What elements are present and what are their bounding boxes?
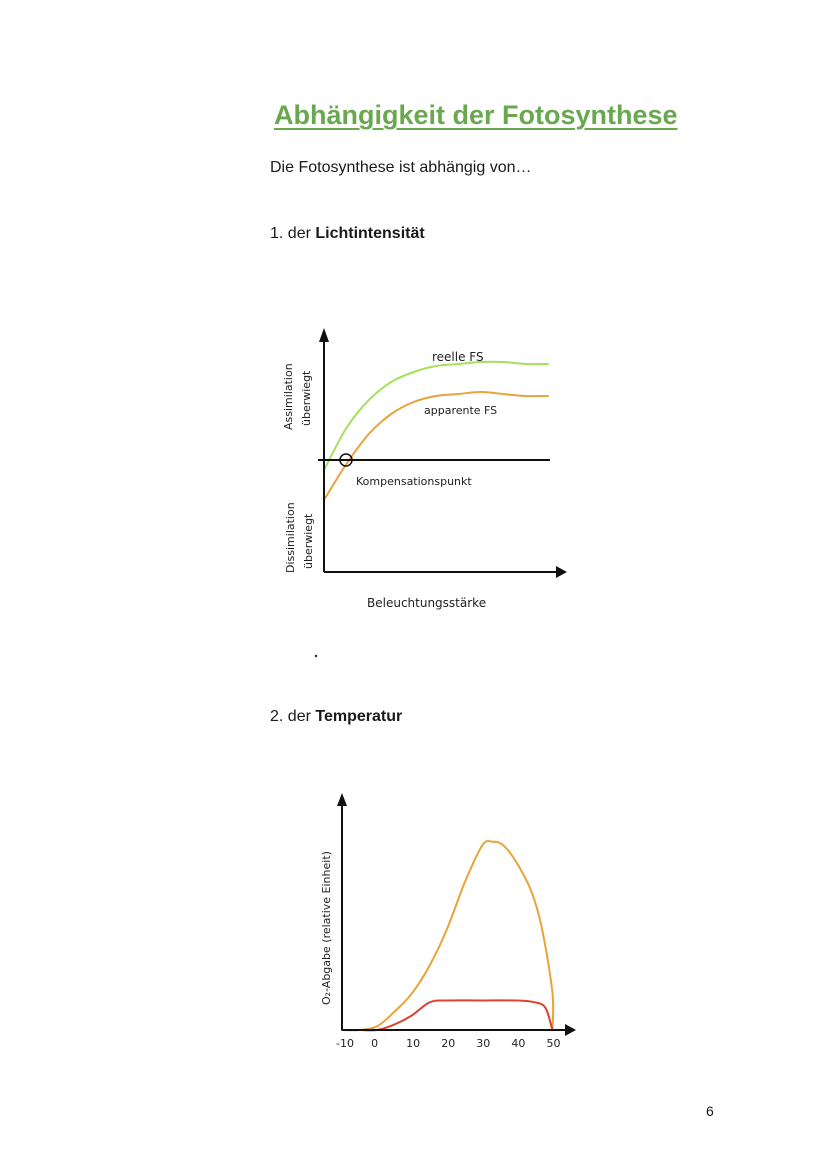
y-label-assimilation-2: überwiegt: [300, 370, 313, 426]
y-label-dissimilation-2: überwiegt: [302, 513, 315, 569]
y-label-assimilation: Assimilation: [282, 363, 295, 430]
y-label-dissimilation: Dissimilation: [284, 502, 297, 573]
chart2-x-tick: 20: [441, 1037, 456, 1050]
section-2-prefix: 2. der: [270, 708, 316, 725]
chart2-x-tick: 40: [511, 1037, 526, 1050]
chart2-x-tick: 10: [406, 1037, 421, 1050]
chart2-x-tick: 50: [546, 1037, 561, 1050]
intro-text: Die Fotosynthese ist abhängig von…: [270, 159, 532, 176]
page-number: 6: [706, 1103, 714, 1119]
label-apparente-fs: apparente FS: [424, 404, 498, 417]
chart2-x-tick: -10: [336, 1037, 354, 1050]
y-label-o2-abgabe: O₂-Abgabe (relative Einheit): [320, 851, 333, 1005]
page-title: Abhängigkeit der Fotosynthese: [274, 100, 678, 130]
section-2-bold: Temperatur: [315, 708, 403, 725]
chart2-x-arrow: [565, 1024, 576, 1036]
label-kompensationspunkt: Kompensationspunkt: [356, 475, 472, 488]
chart2-series-0: [342, 841, 553, 1030]
x-label-beleuchtungsstaerke: Beleuchtungsstärke: [367, 596, 487, 610]
chart2-series-1: [342, 1000, 552, 1030]
chart2-y-arrow: [337, 793, 347, 806]
chart2-x-tick: 0: [371, 1037, 379, 1050]
section-1-prefix: 1. der: [270, 225, 316, 242]
section-1-bold: Lichtintensität: [315, 225, 425, 242]
label-reelle-fs: reelle FS: [432, 350, 484, 364]
chart2-x-tick: 30: [476, 1037, 491, 1050]
